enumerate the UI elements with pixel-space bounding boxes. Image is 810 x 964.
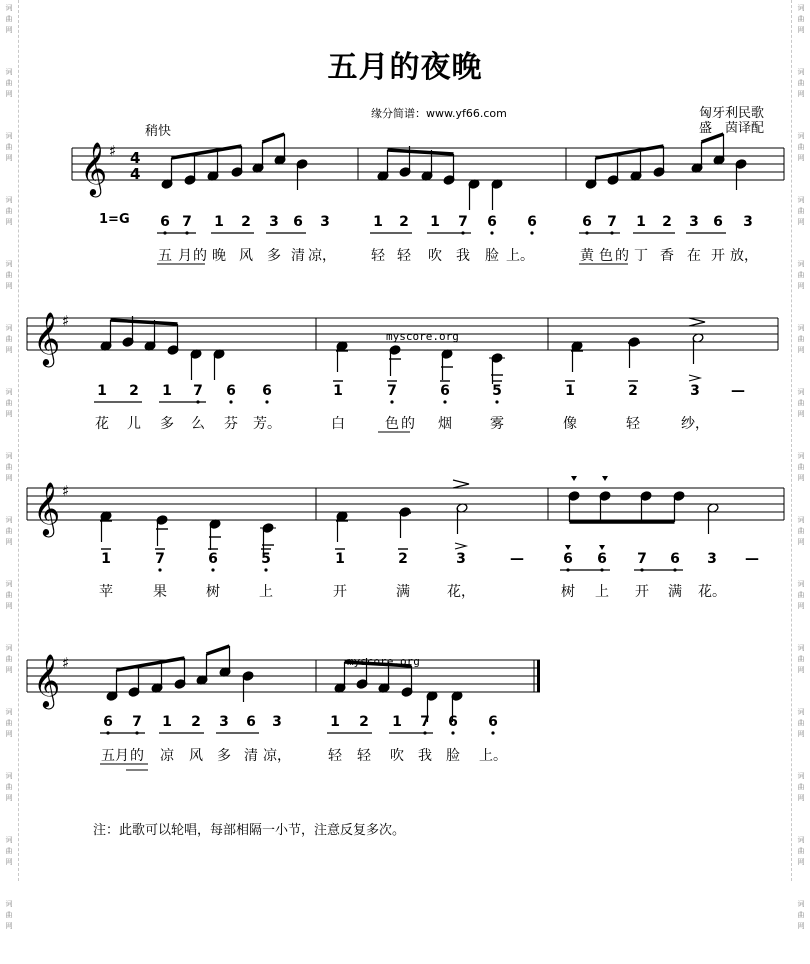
lyric-char: 凉， — [308, 248, 336, 264]
jianpu-digit: 6 — [440, 383, 450, 399]
lyric-char: 风 — [189, 748, 203, 764]
jianpu-digit: 6 — [597, 551, 607, 567]
beam — [388, 150, 454, 154]
octave-dot-below — [490, 231, 493, 234]
side-watermark-char: 词 — [797, 324, 805, 332]
jianpu-digit: 6 — [226, 383, 236, 399]
side-watermark-char: 词 — [5, 900, 13, 908]
side-watermark-char: 词 — [5, 772, 13, 780]
lyric-char: 苹 — [99, 584, 113, 600]
translator-credit: 盛 茵译配 — [698, 121, 764, 136]
jianpu-digit: 3 — [272, 714, 282, 730]
jianpu-digit: 1 — [373, 214, 383, 230]
side-watermark-char: 网 — [5, 858, 13, 866]
staccato-icon — [571, 476, 577, 481]
side-watermark-char: 网 — [5, 282, 13, 290]
lyric-char: 上。 — [479, 748, 507, 764]
jianpu-digit: — — [510, 551, 524, 567]
side-watermark-char: 曲 — [5, 719, 13, 727]
jianpu-digit: 7 — [420, 714, 430, 730]
side-watermark-char: 网 — [797, 218, 805, 226]
watermark-text: myscore.org — [347, 655, 420, 668]
side-watermark-char: 词 — [797, 580, 805, 588]
lyric-char: 白 — [331, 416, 345, 432]
side-watermark-char: 曲 — [5, 847, 13, 855]
octave-dot-below — [443, 400, 446, 403]
side-watermark-char: 词 — [797, 516, 805, 524]
jianpu-digit: 3 — [456, 551, 466, 567]
jianpu-digit: 1 — [636, 214, 646, 230]
side-watermark-char: 网 — [797, 666, 805, 674]
lyric-char: 轻 — [397, 248, 411, 264]
beam — [111, 320, 178, 324]
jianpu-digit: 6 — [713, 214, 723, 230]
lyric-char: 上 — [595, 584, 609, 600]
side-watermark-char: 词 — [5, 324, 13, 332]
lyric-char: 轻 — [371, 248, 385, 264]
jianpu-digit: 2 — [399, 214, 409, 230]
lyric-char: 果 — [153, 584, 167, 600]
lyric-char: 丁 — [634, 248, 648, 264]
tempo-marking: 稍快 — [145, 124, 172, 139]
side-watermark-char: 词 — [5, 580, 13, 588]
side-watermark-char: 网 — [5, 26, 13, 34]
side-watermark-char: 词 — [797, 388, 805, 396]
octave-dot-below — [390, 400, 393, 403]
lyric-char: 芬 — [224, 416, 238, 432]
lyric-char: 满 — [668, 584, 682, 600]
side-watermark-char: 曲 — [5, 911, 13, 919]
treble-clef-icon: 𝄞 — [80, 141, 108, 195]
lyric-char: 凉 — [160, 748, 174, 764]
lyric-char: 么 — [191, 416, 205, 432]
jianpu-digit: 7 — [193, 383, 203, 399]
lyric-char: 在 — [687, 248, 701, 264]
jianpu-digit: 6 — [262, 383, 272, 399]
side-watermark-char: 曲 — [797, 79, 805, 87]
sharp-icon: ♯ — [109, 142, 117, 160]
side-watermark-char: 词 — [797, 260, 805, 268]
lyric-char: 开 — [333, 584, 347, 600]
jianpu-digit: 6 — [582, 214, 592, 230]
octave-dot-below — [264, 568, 267, 571]
lyric-char: 多 — [217, 748, 231, 764]
side-watermark-char: 曲 — [797, 271, 805, 279]
lyric-char: 月 — [178, 248, 192, 264]
lyric-char: 纱， — [681, 416, 709, 432]
side-watermark-char: 网 — [797, 346, 805, 354]
side-watermark-char: 词 — [5, 836, 13, 844]
side-watermark-char: 曲 — [797, 847, 805, 855]
jianpu-digit: 1 — [162, 714, 172, 730]
jianpu-digit: 7 — [132, 714, 142, 730]
jianpu-digit: 3 — [689, 214, 699, 230]
lyric-char: 的 — [401, 416, 415, 432]
treble-clef-icon: 𝄞 — [33, 481, 61, 535]
lyric-char: 轻 — [626, 416, 640, 432]
final-barline — [537, 660, 540, 692]
jianpu-digit: 2 — [628, 383, 638, 399]
accent-icon — [689, 318, 705, 326]
lyric-char: 脸 — [446, 748, 460, 764]
jianpu-digit: — — [745, 551, 759, 567]
lyric-char: 色 — [385, 416, 399, 432]
side-watermark-char: 网 — [5, 218, 13, 226]
octave-dot-below — [211, 568, 214, 571]
side-watermark-char: 曲 — [797, 207, 805, 215]
lyric-char: 多 — [160, 416, 174, 432]
side-watermark-char: 词 — [797, 900, 805, 908]
jianpu-digit: 5 — [261, 551, 271, 567]
octave-dot-below — [265, 400, 268, 403]
lyric-char: 清 — [291, 248, 305, 264]
jianpu-digit: 6 — [488, 714, 498, 730]
lyric-char: 五 — [158, 248, 172, 264]
jianpu-digit: — — [731, 383, 745, 399]
jianpu-digit: 3 — [320, 214, 330, 230]
lyric-char: 多 — [267, 248, 281, 264]
side-watermark-char: 词 — [5, 388, 13, 396]
lyric-char: 黄 — [580, 248, 594, 264]
time-signature-bottom: 4 — [130, 165, 141, 183]
side-watermark-char: 词 — [5, 516, 13, 524]
accent-icon — [689, 375, 700, 381]
side-watermark-char: 网 — [797, 410, 805, 418]
jianpu-digit: 7 — [458, 214, 468, 230]
side-watermark-char: 词 — [797, 132, 805, 140]
side-watermark-char: 网 — [797, 538, 805, 546]
accent-icon — [453, 480, 469, 488]
jianpu-digit: 7 — [637, 551, 647, 567]
side-watermark-char: 曲 — [797, 399, 805, 407]
lyric-char: 放， — [730, 248, 758, 264]
side-watermark-char: 词 — [5, 68, 13, 76]
jianpu-digit: 1 — [565, 383, 575, 399]
side-watermark-char: 词 — [797, 196, 805, 204]
side-watermark-char: 词 — [5, 196, 13, 204]
jianpu-digit: 5 — [492, 383, 502, 399]
jianpu-digit: 3 — [707, 551, 717, 567]
lyric-char: 上 — [259, 584, 273, 600]
side-watermark-char: 词 — [797, 708, 805, 716]
side-watermark-char: 网 — [5, 410, 13, 418]
jianpu-digit: 1 — [430, 214, 440, 230]
lyric-char: 的 — [615, 248, 629, 264]
jianpu-digit: 6 — [208, 551, 218, 567]
jianpu-digit: 6 — [670, 551, 680, 567]
side-watermark-char: 网 — [5, 602, 13, 610]
watermark-text: myscore.org — [386, 330, 459, 343]
jianpu-digit: 7 — [387, 383, 397, 399]
side-watermark-char: 网 — [5, 538, 13, 546]
jianpu-digit: 2 — [359, 714, 369, 730]
lyric-char: 香 — [660, 248, 674, 264]
jianpu-digit: 1 — [162, 383, 172, 399]
side-watermark-char: 网 — [797, 474, 805, 482]
side-watermark-char: 曲 — [5, 207, 13, 215]
lyric-char: 凉， — [263, 748, 291, 764]
jianpu-digit: 2 — [662, 214, 672, 230]
jianpu-digit: 6 — [487, 214, 497, 230]
side-watermark-char: 曲 — [5, 527, 13, 535]
jianpu-digit: 2 — [241, 214, 251, 230]
lyric-char: 芳。 — [253, 416, 281, 432]
lyric-char: 的 — [193, 248, 207, 264]
side-watermark-char: 曲 — [797, 783, 805, 791]
jianpu-digit: 6 — [246, 714, 256, 730]
side-watermark-char: 词 — [5, 452, 13, 460]
side-watermark-char: 网 — [5, 474, 13, 482]
side-watermark-char: 曲 — [5, 399, 13, 407]
side-watermark-char: 曲 — [5, 79, 13, 87]
side-watermark-char: 曲 — [797, 143, 805, 151]
side-watermark-char: 曲 — [797, 15, 805, 23]
beam — [702, 134, 724, 142]
lyric-char: 轻 — [328, 748, 342, 764]
footnote: 注：此歌可以轮唱，每部相隔一小节，注意反复多次。 — [93, 823, 406, 838]
side-watermark-char: 网 — [5, 346, 13, 354]
octave-dot-below — [451, 731, 454, 734]
octave-dot-below — [491, 731, 494, 734]
jianpu-digit: 1 — [101, 551, 111, 567]
octave-dot-below — [158, 568, 161, 571]
side-watermark-char: 曲 — [797, 719, 805, 727]
lyric-char: 五 — [101, 748, 115, 764]
lyric-char: 树 — [206, 584, 220, 600]
lyric-char: 花。 — [698, 584, 726, 600]
side-watermark-char: 网 — [797, 154, 805, 162]
side-watermark-char: 曲 — [797, 335, 805, 343]
jianpu-digit: 7 — [155, 551, 165, 567]
side-watermark-char: 曲 — [797, 911, 805, 919]
lyric-char: 的 — [130, 748, 144, 764]
lyric-char: 开 — [711, 248, 725, 264]
side-watermark-char: 曲 — [5, 655, 13, 663]
side-watermark-char: 网 — [5, 922, 13, 930]
side-watermark-char: 网 — [797, 858, 805, 866]
side-watermark-char: 曲 — [5, 271, 13, 279]
lyric-char: 风 — [239, 248, 253, 264]
side-watermark-char: 词 — [5, 644, 13, 652]
treble-clef-icon: 𝄞 — [33, 653, 61, 707]
jianpu-digit: 3 — [743, 214, 753, 230]
lyric-char: 晚 — [212, 248, 226, 264]
side-watermark-char: 曲 — [5, 335, 13, 343]
jianpu-digit: 1 — [330, 714, 340, 730]
origin-credit: 匈牙利民歌 — [698, 106, 764, 121]
side-watermark-char: 曲 — [797, 463, 805, 471]
sharp-icon: ♯ — [62, 654, 70, 672]
lyric-char: 我 — [456, 248, 470, 264]
lyric-char: 脸 — [485, 248, 499, 264]
sharp-icon: ♯ — [62, 482, 70, 500]
jianpu-digit: 2 — [129, 383, 139, 399]
side-watermark-char: 网 — [797, 90, 805, 98]
side-watermark-char: 词 — [5, 708, 13, 716]
side-watermark-char: 网 — [797, 282, 805, 290]
lyric-char: 像 — [563, 416, 577, 432]
jianpu-digit: 6 — [563, 551, 573, 567]
side-watermark-char: 词 — [797, 68, 805, 76]
lyric-char: 烟 — [438, 416, 452, 432]
lyric-char: 月 — [115, 748, 129, 764]
side-watermark-char: 词 — [797, 644, 805, 652]
key-signature-label: 1=G — [99, 212, 130, 227]
lyric-char: 雾 — [490, 416, 504, 432]
side-watermark-char: 词 — [797, 452, 805, 460]
jianpu-digit: 2 — [191, 714, 201, 730]
jianpu-digit: 1 — [333, 383, 343, 399]
lyric-char: 满 — [396, 584, 410, 600]
side-watermark-char: 网 — [797, 922, 805, 930]
lyric-char: 轻 — [357, 748, 371, 764]
side-watermark-char: 网 — [5, 154, 13, 162]
jianpu-digit: 3 — [219, 714, 229, 730]
side-watermark-char: 曲 — [797, 655, 805, 663]
lyric-char: 上。 — [506, 248, 534, 264]
side-watermark-char: 曲 — [5, 15, 13, 23]
jianpu-digit: 6 — [293, 214, 303, 230]
side-watermark-char: 曲 — [5, 143, 13, 151]
song-title: 五月的夜晚 — [327, 50, 483, 85]
side-watermark-char: 词 — [797, 4, 805, 12]
side-watermark-char: 网 — [797, 26, 805, 34]
lyric-char: 吹 — [428, 248, 442, 264]
side-watermark-char: 词 — [5, 132, 13, 140]
time-signature-top: 4 — [130, 149, 141, 167]
jianpu-digit: 7 — [607, 214, 617, 230]
jianpu-digit: 6 — [160, 214, 170, 230]
lyric-char: 我 — [418, 748, 432, 764]
staccato-icon — [599, 545, 605, 550]
treble-clef-icon: 𝄞 — [33, 311, 61, 365]
jianpu-digit: 3 — [690, 383, 700, 399]
jianpu-digit: 6 — [103, 714, 113, 730]
jianpu-digit: 6 — [527, 214, 537, 230]
lyric-char: 色 — [599, 248, 613, 264]
jianpu-digit: 7 — [182, 214, 192, 230]
source-credit: 缘分简谱：www.yf66.com — [371, 107, 507, 120]
jianpu-digit: 1 — [214, 214, 224, 230]
jianpu-digit: 1 — [335, 551, 345, 567]
side-watermark-char: 网 — [797, 730, 805, 738]
sharp-icon: ♯ — [62, 312, 70, 330]
jianpu-digit: 2 — [398, 551, 408, 567]
jianpu-digit: 3 — [269, 214, 279, 230]
side-watermark-char: 曲 — [797, 527, 805, 535]
side-watermark-char: 词 — [797, 772, 805, 780]
lyric-char: 开 — [635, 584, 649, 600]
octave-dot-below — [530, 231, 533, 234]
lyric-char: 树 — [561, 584, 575, 600]
jianpu-digit: 6 — [448, 714, 458, 730]
side-watermark-char: 网 — [797, 794, 805, 802]
octave-dot-below — [229, 400, 232, 403]
staccato-icon — [565, 545, 571, 550]
lyric-char: 儿 — [127, 416, 141, 432]
side-watermark-char: 曲 — [5, 591, 13, 599]
side-watermark-char: 网 — [5, 666, 13, 674]
side-watermark-char: 曲 — [797, 591, 805, 599]
lyric-char: 花， — [447, 584, 475, 600]
side-watermark-char: 网 — [5, 90, 13, 98]
side-watermark-char: 词 — [5, 260, 13, 268]
jianpu-digit: 1 — [392, 714, 402, 730]
lyric-char: 清 — [244, 748, 258, 764]
lyric-char: 花 — [95, 416, 109, 432]
side-watermark-char: 词 — [5, 4, 13, 12]
side-watermark-char: 网 — [5, 730, 13, 738]
side-watermark-char: 曲 — [5, 463, 13, 471]
lyric-char: 吹 — [390, 748, 404, 764]
side-watermark-char: 网 — [797, 602, 805, 610]
accent-icon — [455, 543, 466, 549]
side-watermark-char: 曲 — [5, 783, 13, 791]
octave-dot-below — [495, 400, 498, 403]
side-watermark-char: 词 — [797, 836, 805, 844]
beam — [207, 646, 230, 654]
staccato-icon — [602, 476, 608, 481]
side-watermark-char: 网 — [5, 794, 13, 802]
jianpu-digit: 1 — [97, 383, 107, 399]
beam — [263, 134, 285, 142]
